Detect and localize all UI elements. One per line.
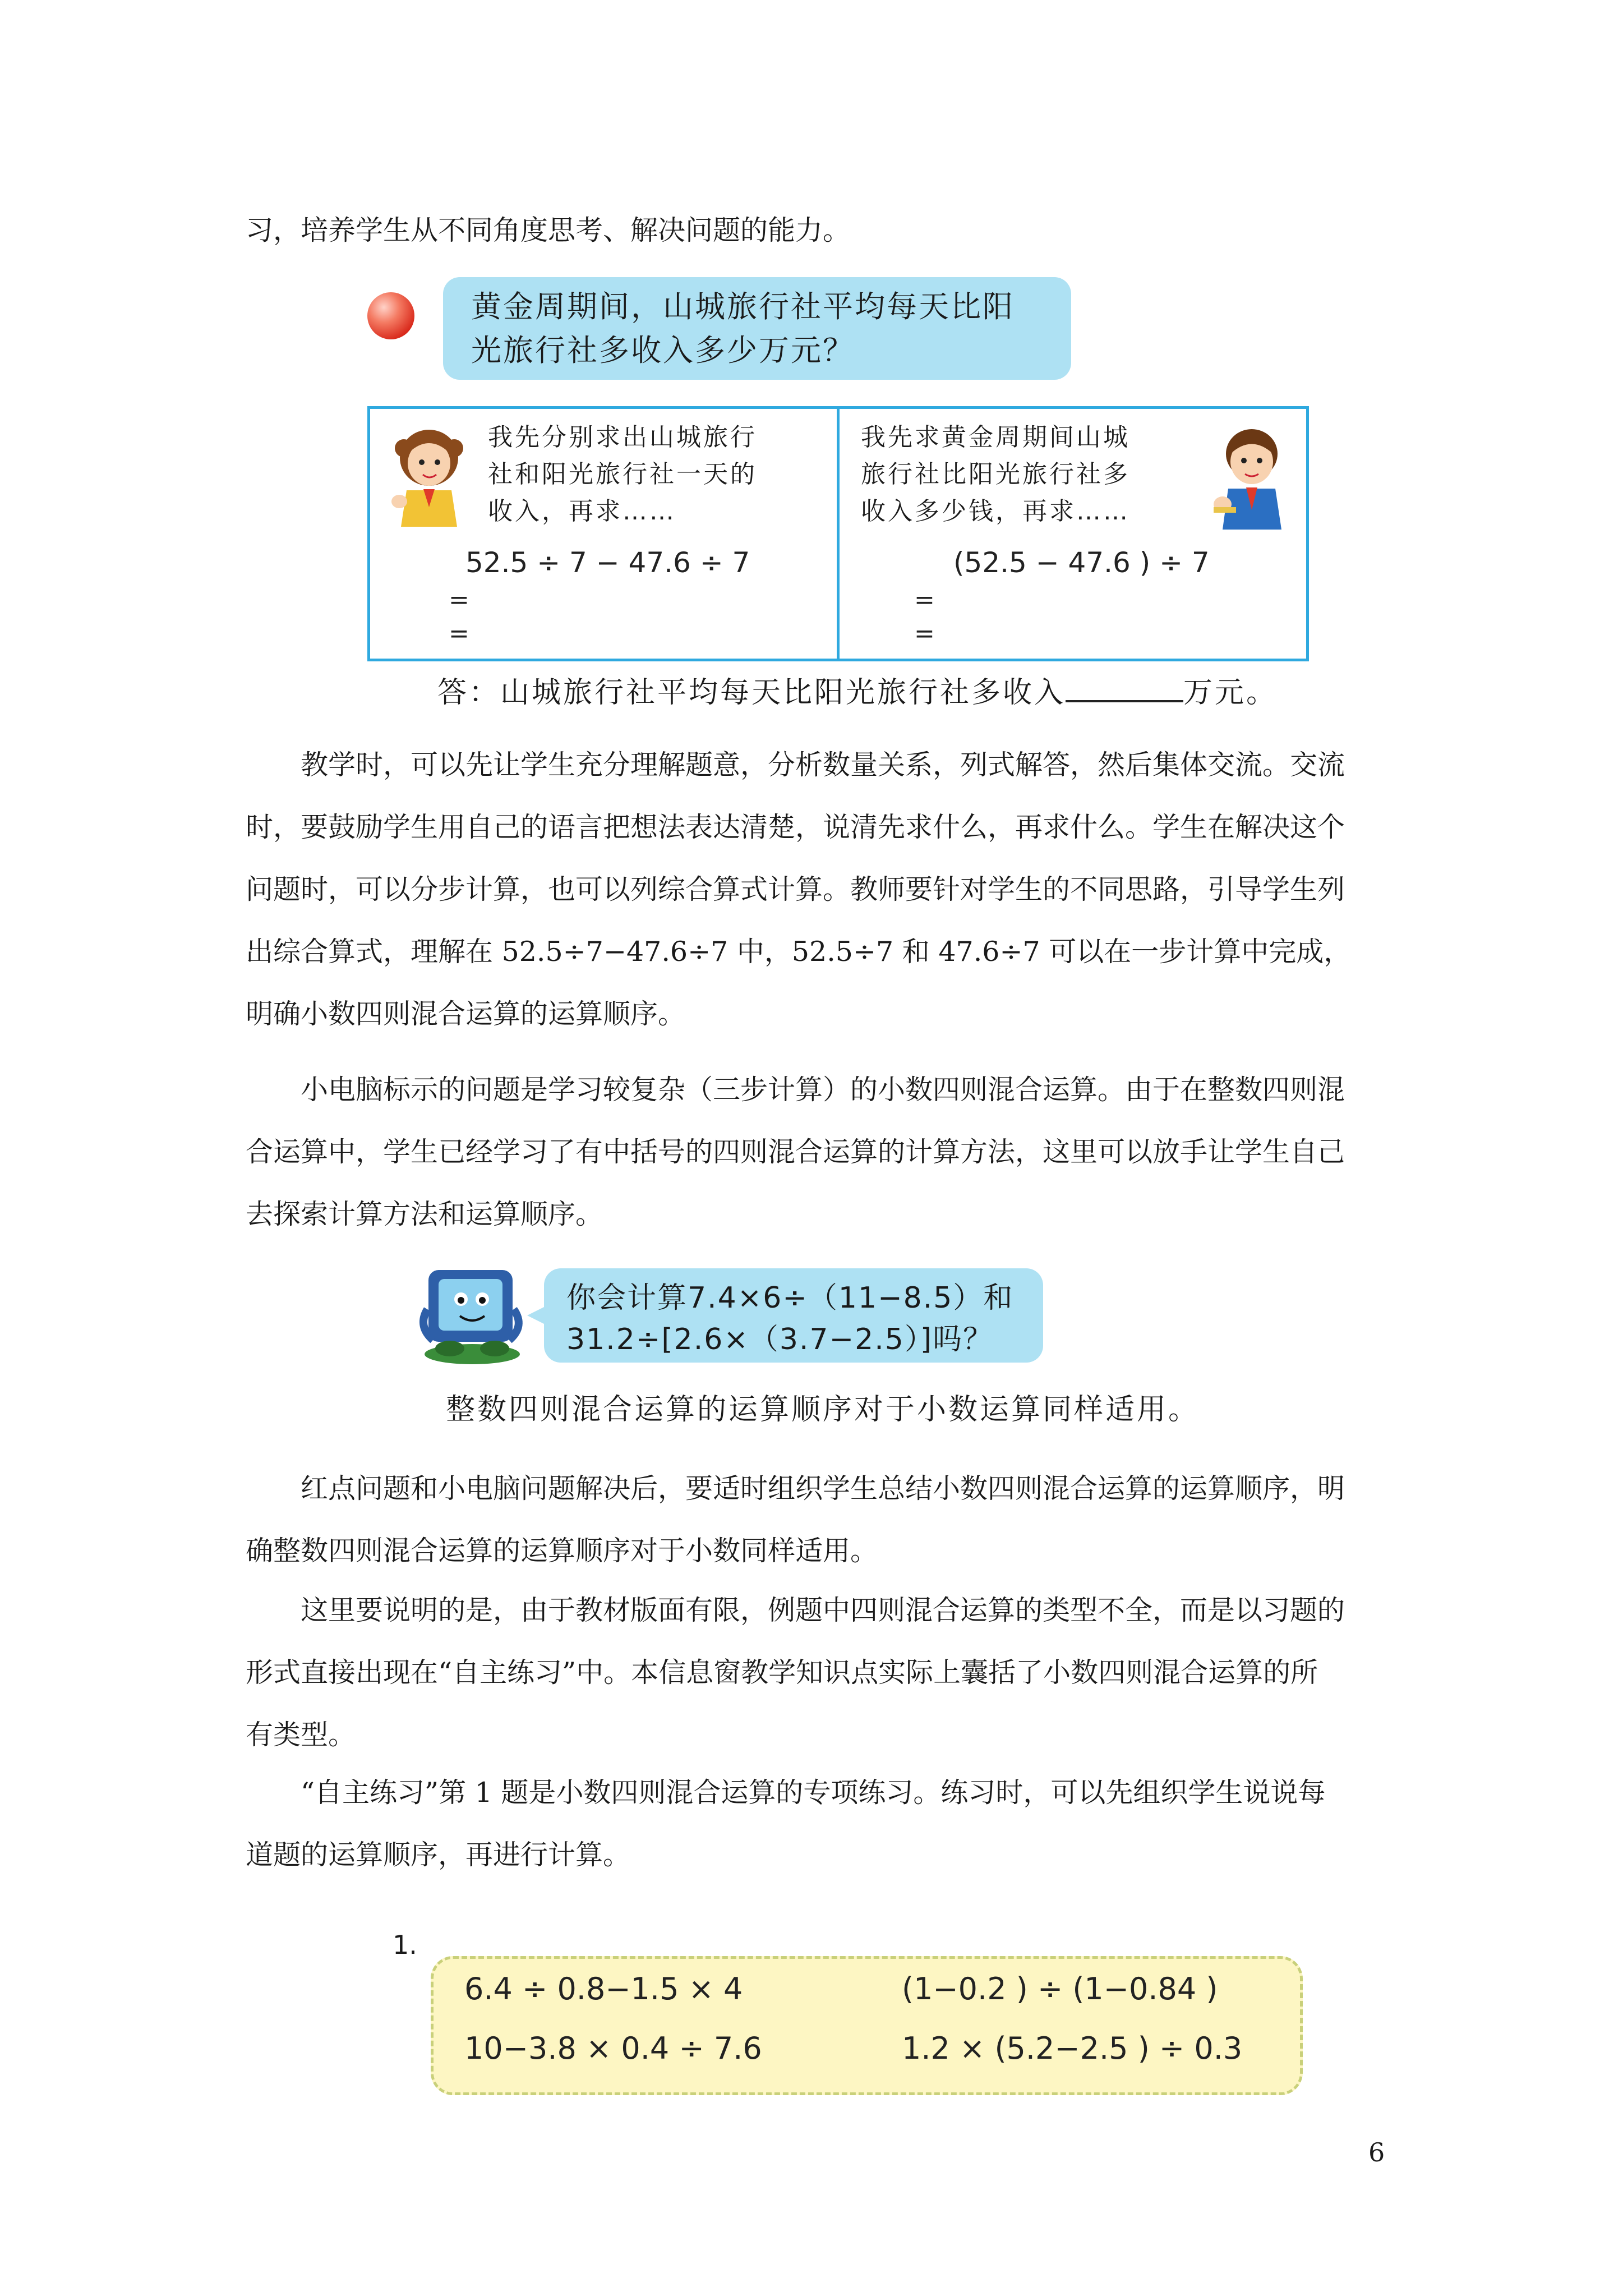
bubble-tail [527, 1301, 550, 1329]
exercise-box [431, 1956, 1303, 2095]
right-equals-2: = [914, 619, 935, 648]
methods-table [367, 406, 1309, 661]
left-equals-2: = [449, 619, 469, 648]
rule-caption: 整数四则混合运算的运算顺序对于小数运算同样适用。 [446, 1393, 1200, 1427]
exercise-number: 1. [393, 1930, 417, 1960]
page-number: 6 [1368, 2137, 1385, 2168]
exercise-item: (1−0.2 ) ÷ (1−0.84 ) [902, 1971, 1218, 2007]
right-method-text: 我先求黄金周期间山城 旅行社比阳光旅行社多 收入多少钱，再求…… [861, 423, 1130, 526]
girl-student-icon [387, 423, 471, 530]
paragraph-teaching: 教学时，可以先让学生充分理解题意，分析数量关系，列式解答，然后集体交流。交流 时，要鼓励学生用自己的语言把想法表达清楚，说清先求什么，再求什么。学生在解决这个 问题时，可以分步计算，也可以列综合算式计算。教师要针对学生的不同思路，引导学生列 出综合算式，理解在 52.5÷7−47.6÷7 中，52.5÷7 和 47.6÷7 可以在一步计算中完成， 明确小数四则混合运算的运算顺序。 [246, 749, 1352, 1030]
boy-student-icon [1206, 420, 1295, 532]
computer-mascot-icon [416, 1264, 528, 1365]
left-method-text: 我先分别求出山城旅行 社和阳光旅行社一天的 收入，再求…… [488, 423, 757, 526]
answer-prefix: 答：山城旅行社平均每天比阳光旅行社多收入 [437, 676, 1066, 710]
problem-line: 光旅行社多收入多少万元？ [471, 333, 855, 368]
intro-text: 习，培养学生从不同角度思考、解决问题的能力。 [246, 214, 851, 246]
table-divider [837, 409, 840, 659]
paragraph-practice: “自主练习”第 1 题是小数四则混合运算的专项练习。练习时，可以先组织学生说说每 道题的运算顺序，再进行计算。 [246, 1777, 1326, 1871]
right-equals-1: = [914, 586, 935, 614]
paragraph-note: 这里要说明的是，由于教材版面有限，例题中四则混合运算的类型不全，而是以习题的 形式直接出现在“自主练习”中。本信息窗教学知识点实际上囊括了小数四则混合运算的所 有类型。 [246, 1594, 1345, 1751]
exercise-item: 10−3.8 × 0.4 ÷ 7.6 [464, 2031, 762, 2066]
computer-bubble [544, 1268, 1043, 1363]
red-dot-icon [367, 292, 414, 339]
exercise-item: 1.2 × (5.2−2.5 ) ÷ 0.3 [902, 2031, 1243, 2066]
exercise-item: 6.4 ÷ 0.8−1.5 × 4 [464, 1971, 743, 2007]
intro-line [246, 199, 1384, 261]
problem-line: 黄金周期间，山城旅行社平均每天比阳 [471, 289, 1015, 324]
paragraph-summary: 红点问题和小电脑问题解决后，要适时组织学生总结小数四则混合运算的运算顺序，明 确整数四则混合运算的运算顺序对于小数同样适用。 [246, 1473, 1345, 1567]
left-formula: 52.5 ÷ 7 − 47.6 ÷ 7 [465, 546, 750, 579]
right-formula: (52.5 − 47.6 ) ÷ 7 [953, 546, 1210, 579]
problem-bubble [443, 277, 1071, 380]
answer-blank[interactable] [1066, 678, 1183, 702]
answer-line [437, 669, 1278, 711]
paragraph-computer: 小电脑标示的问题是学习较复杂（三步计算）的小数四则混合运算。由于在整数四则混 合运算中，学生已经学习了有中括号的四则混合运算的计算方法，这里可以放手让学生自己 去探索计算方法和运算顺序。 [246, 1074, 1345, 1230]
computer-question-line: 你会计算7.4×6÷（11−8.5）和 [566, 1281, 1014, 1315]
answer-suffix: 万元。 [1183, 676, 1278, 710]
left-equals-1: = [449, 586, 469, 614]
computer-question-line: 31.2÷[2.6×（3.7−2.5）]吗？ [566, 1323, 994, 1356]
